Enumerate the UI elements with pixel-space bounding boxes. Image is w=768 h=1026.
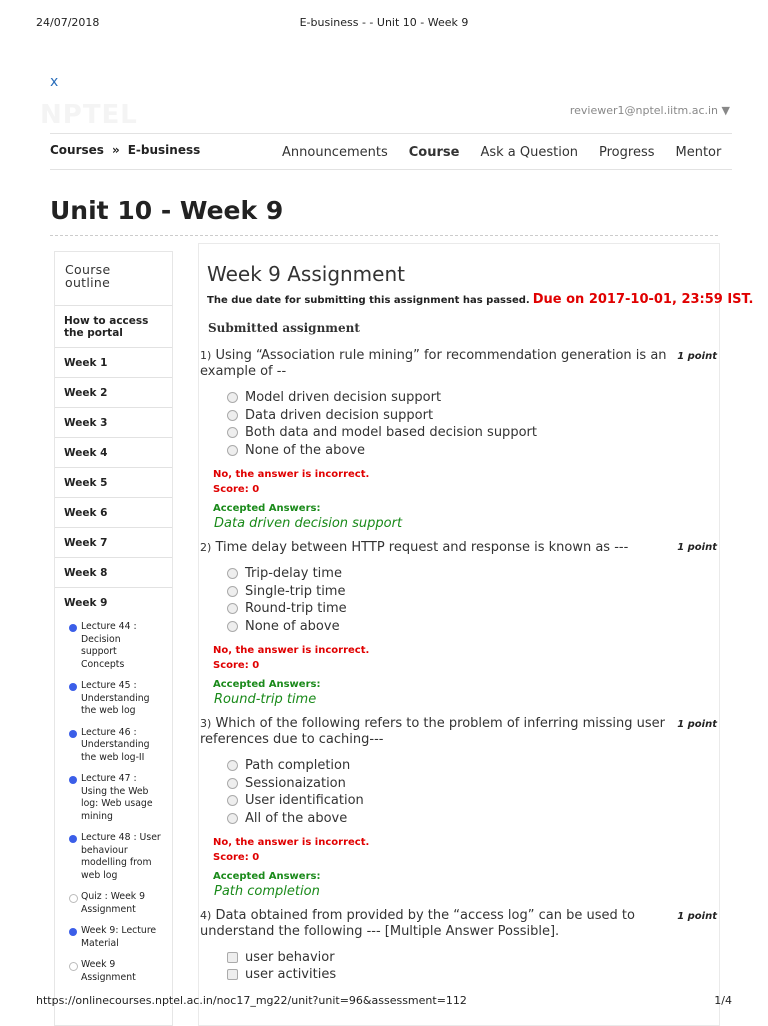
page-title: Unit 10 - Week 9 <box>50 196 284 225</box>
option-label: Data driven decision support <box>245 408 434 423</box>
option-label: None of the above <box>245 443 366 458</box>
incomplete-dot-icon <box>69 894 78 903</box>
radio-icon[interactable] <box>227 813 238 824</box>
radio-icon[interactable] <box>227 445 238 456</box>
assignment-title: Week 9 Assignment <box>207 262 405 286</box>
question-number: 3) <box>200 717 212 730</box>
sidebar-item-label: Week 4 <box>64 446 108 459</box>
sidebar-item-label: Week 7 <box>64 536 108 549</box>
sidebar-subitem-label: Lecture 48 : User behaviour modelling from web log <box>81 832 161 881</box>
completed-dot-icon <box>69 730 77 738</box>
option-label: Round-trip time <box>245 601 347 616</box>
accepted-answer: Data driven decision support <box>214 516 403 531</box>
option[interactable] <box>227 950 335 965</box>
option-label: user activities <box>245 967 337 982</box>
question-text: Data obtained from provided by the “access log” can be used to understand the following --- [Multiple Answer Possible]. <box>200 908 635 939</box>
sidebar-item-week-8[interactable] <box>55 558 172 588</box>
option[interactable] <box>227 408 433 423</box>
option[interactable] <box>227 967 336 982</box>
option[interactable] <box>227 619 340 634</box>
completed-dot-icon <box>69 776 77 784</box>
option-label: Path completion <box>245 758 351 773</box>
breadcrumb-course-link[interactable]: E-business <box>127 143 201 157</box>
print-title: E-business - - Unit 10 - Week 9 <box>299 16 469 29</box>
question-number: 4) <box>200 909 212 922</box>
header-divider <box>50 133 732 134</box>
sidebar-subitem-lecture-45[interactable] <box>55 680 156 718</box>
sidebar-subitem-label: Lecture 46 : Understanding the web log-II <box>81 726 150 763</box>
question-2 <box>200 540 670 556</box>
sidebar-item-week-3[interactable] <box>55 408 172 438</box>
score: Score: 0 <box>213 852 260 863</box>
completed-dot-icon <box>69 624 77 632</box>
score: Score: 0 <box>213 660 260 671</box>
sidebar-item-week-1[interactable] <box>55 348 172 378</box>
question-points: 1 point <box>677 351 717 362</box>
due-notice <box>207 292 753 307</box>
sidebar-subitem-label: Week 9 Assignment <box>81 959 136 983</box>
course-outline-heading <box>55 252 172 306</box>
nav-progress[interactable]: Progress <box>599 145 655 160</box>
nav-announcements[interactable]: Announcements <box>282 145 388 160</box>
sidebar-subitem-assignment[interactable] <box>55 959 143 984</box>
sidebar-item-week-4[interactable] <box>55 438 172 468</box>
sidebar-item-label: Week 8 <box>64 566 108 579</box>
accepted-answers-label: Accepted Answers: <box>213 679 321 690</box>
accepted-answer: Round-trip time <box>214 692 317 707</box>
sidebar-item-label: Week 5 <box>64 476 108 489</box>
sidebar-subitem-label: Lecture 44 : Decision support Concepts <box>81 621 137 670</box>
accepted-answers-label: Accepted Answers: <box>213 871 321 882</box>
question-number: 1) <box>200 349 212 362</box>
sidebar-subitem-lecture-44[interactable] <box>55 621 151 671</box>
sidebar-item-label: Week 2 <box>64 386 108 399</box>
option[interactable] <box>227 811 347 826</box>
incorrect-message: No, the answer is incorrect. <box>213 645 370 656</box>
question-text: Time delay between HTTP request and response is known as --- <box>215 540 629 555</box>
option-label: All of the above <box>245 811 348 826</box>
sidebar-subitem-lecture-material[interactable] <box>55 925 161 950</box>
print-page-number: 1/4 <box>714 994 732 1007</box>
checkbox-icon[interactable] <box>227 969 238 980</box>
radio-icon[interactable] <box>227 568 238 579</box>
question-points: 1 point <box>677 542 717 553</box>
option[interactable] <box>227 425 537 440</box>
close-link[interactable]: x <box>50 74 59 90</box>
sidebar-item-week-5[interactable] <box>55 468 172 498</box>
print-url: https://onlinecourses.nptel.ac.in/noc17_mg22/unit?unit=96&assessment=112 <box>36 994 467 1007</box>
radio-icon[interactable] <box>227 778 238 789</box>
option[interactable] <box>227 390 441 405</box>
sidebar-item-week-6[interactable] <box>55 498 172 528</box>
sidebar-item-label: Week 1 <box>64 356 108 369</box>
completed-dot-icon <box>69 928 77 936</box>
incorrect-message: No, the answer is incorrect. <box>213 469 370 480</box>
question-text: Which of the following refers to the problem of inferring missing user references due to caching--- <box>200 716 666 747</box>
site-logo: NPTEL <box>40 100 138 130</box>
sidebar-item-portal[interactable] <box>55 306 172 348</box>
radio-icon[interactable] <box>227 621 238 632</box>
sidebar-item-label: Week 9 <box>64 596 108 609</box>
sidebar-subitem-label: Week 9: Lecture Material <box>81 925 157 949</box>
option[interactable] <box>227 776 346 791</box>
submitted-label: Submitted assignment <box>208 321 360 335</box>
nav-mentor[interactable]: Mentor <box>675 145 722 160</box>
radio-icon[interactable] <box>227 427 238 438</box>
user-menu[interactable]: reviewer1@nptel.iitm.ac.in ▼ <box>569 104 730 117</box>
option[interactable] <box>227 584 345 599</box>
sidebar-subitem-label: Lecture 47 : Using the Web log: Web usage mining <box>81 773 153 822</box>
option-label: None of above <box>245 619 340 634</box>
option[interactable] <box>227 758 350 773</box>
question-3 <box>200 716 670 748</box>
nav-ask-question[interactable]: Ask a Question <box>480 145 579 160</box>
title-divider <box>50 235 718 236</box>
radio-icon[interactable] <box>227 410 238 421</box>
sidebar-item-week-7[interactable] <box>55 528 172 558</box>
incorrect-message: No, the answer is incorrect. <box>213 837 370 848</box>
option-label: User identification <box>245 793 364 808</box>
breadcrumb-courses-link[interactable]: Courses <box>50 143 104 157</box>
sidebar-subitem-label: Lecture 45 : Understanding the web log <box>81 680 150 716</box>
question-points: 1 point <box>677 911 717 922</box>
completed-dot-icon <box>69 835 77 843</box>
radio-icon[interactable] <box>227 760 238 771</box>
option[interactable] <box>227 443 365 458</box>
breadcrumb-separator: » <box>111 143 120 157</box>
incomplete-dot-icon <box>69 962 78 971</box>
due-note: The due date for submitting this assignment has passed. <box>207 295 530 306</box>
option[interactable] <box>227 566 342 581</box>
question-1 <box>200 348 670 380</box>
sidebar-subitem-lecture-46[interactable] <box>55 727 156 765</box>
breadcrumb <box>50 143 208 157</box>
radio-icon[interactable] <box>227 392 238 403</box>
top-nav <box>282 145 742 160</box>
sidebar-subitem-lecture-47[interactable] <box>55 773 161 823</box>
checkbox-icon[interactable] <box>227 952 238 963</box>
radio-icon[interactable] <box>227 795 238 806</box>
question-4 <box>200 908 670 940</box>
completed-dot-icon <box>69 683 77 691</box>
option[interactable] <box>227 601 347 616</box>
sidebar-subitem-label: Quiz : Week 9 Assignment <box>81 891 146 915</box>
sidebar-subitem-lecture-48[interactable] <box>55 832 161 882</box>
option-label: user behavior <box>245 950 335 965</box>
print-date: 24/07/2018 <box>36 16 100 29</box>
option-label: Trip-delay time <box>245 566 342 581</box>
option-label: Sessionaization <box>245 776 346 791</box>
radio-icon[interactable] <box>227 586 238 597</box>
accepted-answer: Path completion <box>214 884 320 899</box>
score: Score: 0 <box>213 484 260 495</box>
sidebar-item-label: Week 6 <box>64 506 108 519</box>
option-label: Both data and model based decision support <box>245 425 537 440</box>
course-outline-heading-text: Course outline <box>65 262 111 290</box>
nav-course[interactable]: Course <box>408 145 460 160</box>
sidebar-item-label: Week 3 <box>64 416 108 429</box>
sidebar-item-week-9[interactable] <box>55 588 172 617</box>
sidebar-item-week-2[interactable] <box>55 378 172 408</box>
sidebar-item-label: How to access the portal <box>64 314 149 339</box>
sidebar-subitem-quiz[interactable] <box>55 891 153 916</box>
radio-icon[interactable] <box>227 603 238 614</box>
option[interactable] <box>227 793 364 808</box>
question-text: Using “Association rule mining” for recommendation generation is an example of -- <box>200 348 667 379</box>
question-points: 1 point <box>677 719 717 730</box>
course-outline-sidebar <box>54 251 173 1026</box>
nav-divider <box>50 169 732 170</box>
accepted-answers-label: Accepted Answers: <box>213 503 321 514</box>
option-label: Single-trip time <box>245 584 346 599</box>
option-label: Model driven decision support <box>245 390 442 405</box>
question-number: 2) <box>200 541 212 554</box>
due-date: Due on 2017-10-01, 23:59 IST. <box>532 292 754 307</box>
